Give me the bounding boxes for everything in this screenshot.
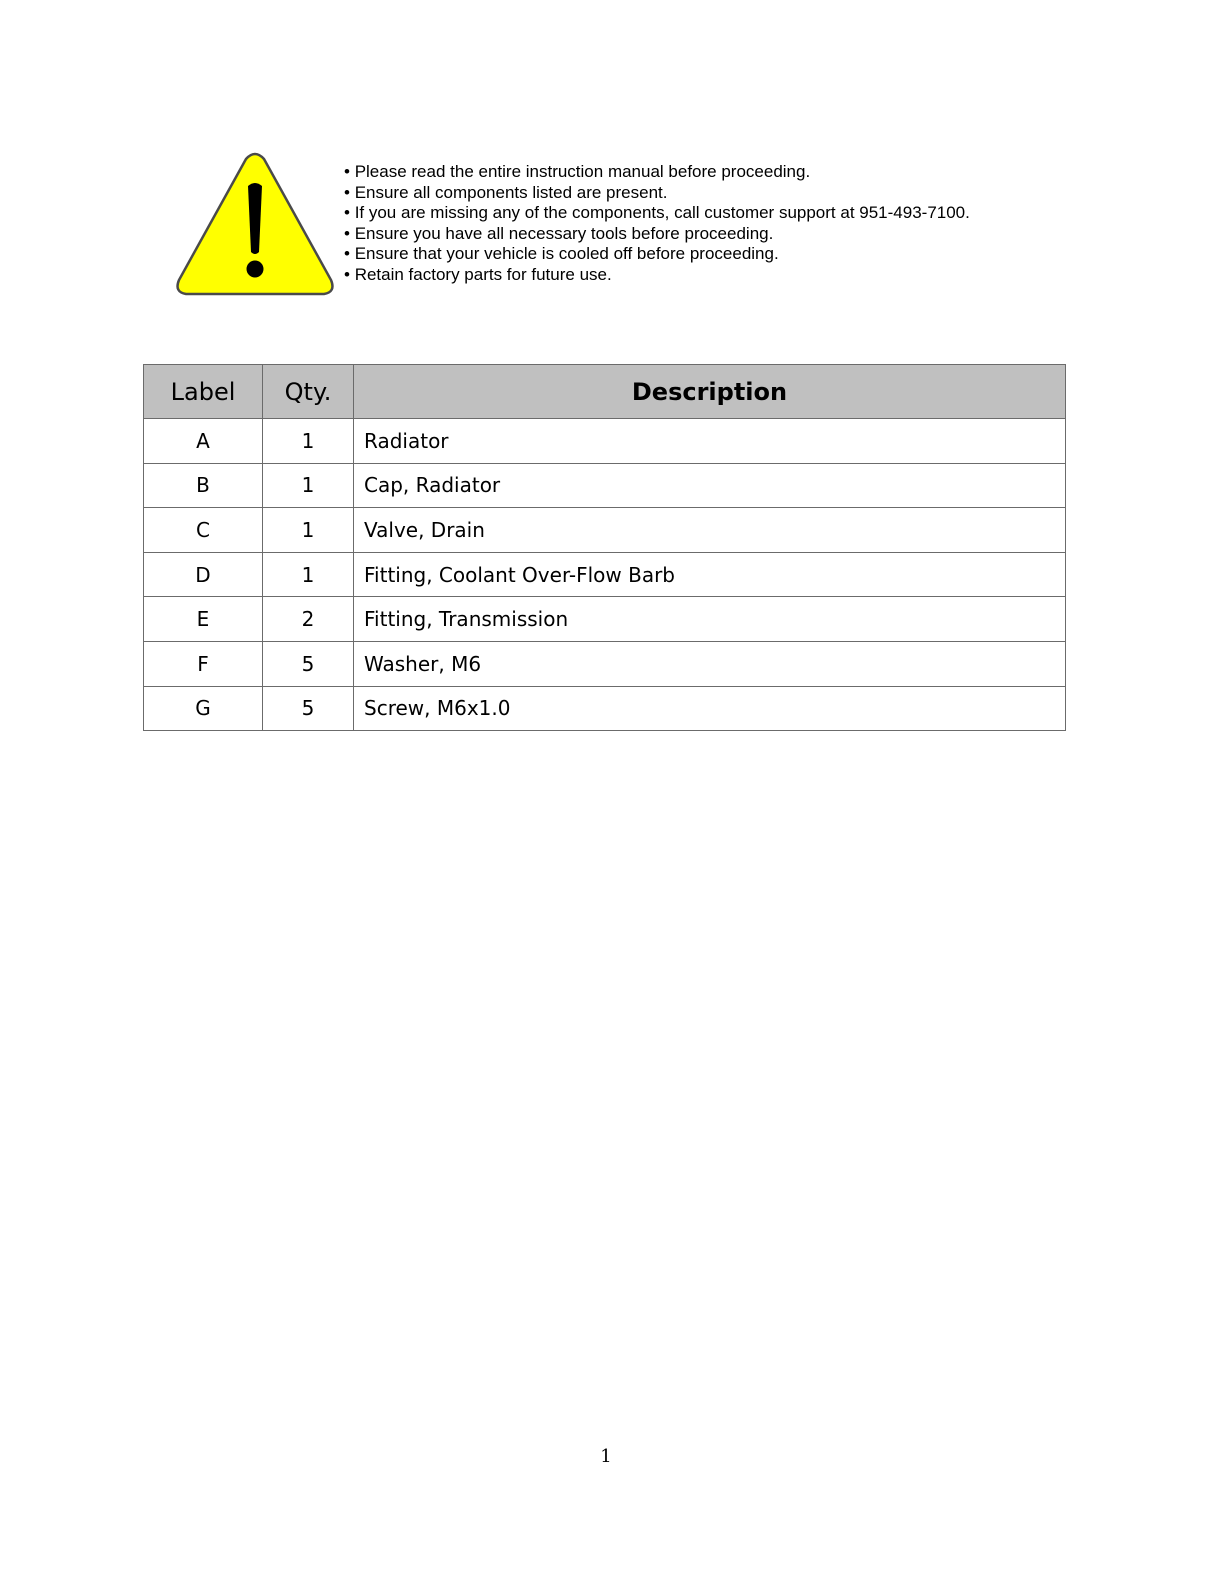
warning-item: • Please read the entire instruction manual before proceeding. [344, 162, 970, 183]
description-cell: Fitting, Coolant Over-Flow Barb [354, 552, 1066, 597]
label-cell: A [144, 419, 263, 464]
description-cell: Valve, Drain [354, 508, 1066, 553]
table-row [144, 508, 1066, 553]
table-row [144, 597, 1066, 642]
warning-triangle-icon [172, 152, 338, 300]
table-header-row [144, 365, 1066, 419]
description-cell: Cap, Radiator [354, 463, 1066, 508]
label-cell: C [144, 508, 263, 553]
table-row [144, 463, 1066, 508]
warning-item: • Ensure that your vehicle is cooled off before proceeding. [344, 244, 970, 265]
description-cell: Radiator [354, 419, 1066, 464]
table-row [144, 641, 1066, 686]
qty-cell: 5 [263, 686, 354, 731]
description-cell: Fitting, Transmission [354, 597, 1066, 642]
warning-item: • Ensure you have all necessary tools before proceeding. [344, 224, 970, 245]
label-cell: F [144, 641, 263, 686]
parts-table [143, 364, 1066, 731]
qty-cell: 1 [263, 552, 354, 597]
qty-cell: 1 [263, 508, 354, 553]
description-cell: Washer, M6 [354, 641, 1066, 686]
label-cell: E [144, 597, 263, 642]
label-cell: D [144, 552, 263, 597]
qty-cell: 5 [263, 641, 354, 686]
qty-column-header: Qty. [263, 365, 354, 419]
warning-item: • Ensure all components listed are present. [344, 183, 970, 204]
qty-cell: 1 [263, 463, 354, 508]
warning-block [172, 152, 1072, 302]
label-cell: G [144, 686, 263, 731]
table-row [144, 419, 1066, 464]
label-column-header: Label [144, 365, 263, 419]
qty-cell: 1 [263, 419, 354, 464]
page-number: 1 [600, 1446, 612, 1467]
table-row [144, 686, 1066, 731]
description-column-header: Description [354, 365, 1066, 419]
table-row [144, 552, 1066, 597]
warning-list [344, 162, 970, 286]
warning-item: • Retain factory parts for future use. [344, 265, 970, 286]
warning-item: • If you are missing any of the components, call customer support at 951-493-7100. [344, 203, 970, 224]
description-cell: Screw, M6x1.0 [354, 686, 1066, 731]
label-cell: B [144, 463, 263, 508]
qty-cell: 2 [263, 597, 354, 642]
